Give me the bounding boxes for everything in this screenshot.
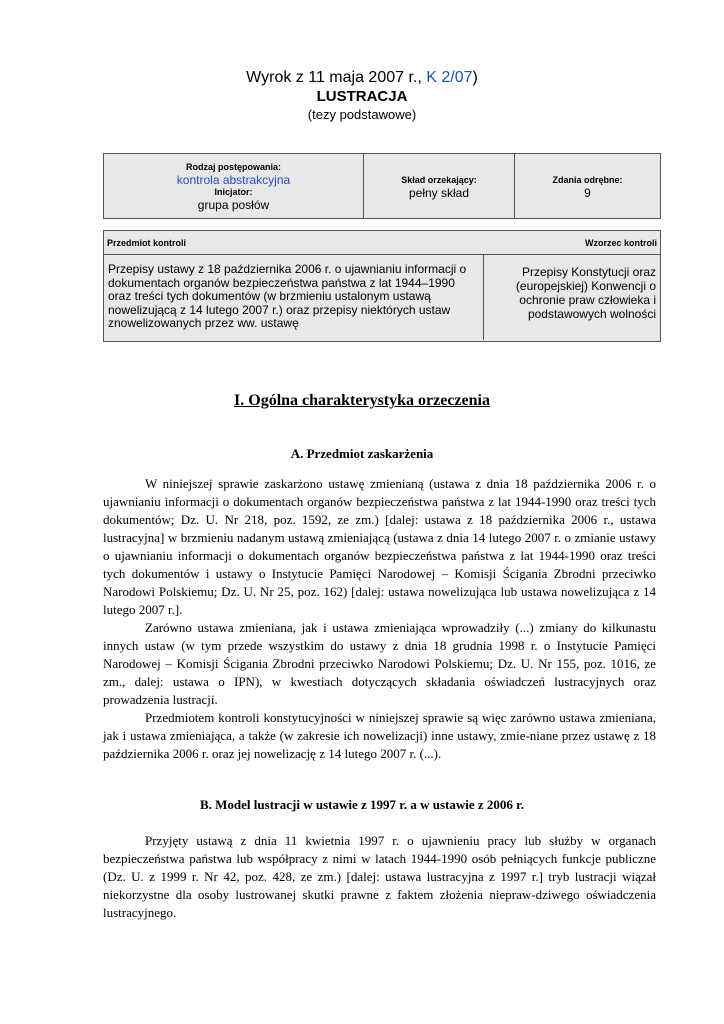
paragraph-a3: Przedmiotem kontroli konstytucyjności w niniejszej sprawie są więc zarówno ustawa zmieniana, jak i ustawa zmieniająca, a także (w zakresie ich nowelizacji) inne ustawy, zmie-niane przez ustawę z 18 października 2006 r. oraz jej nowelizację z 14 lutego 2007 r. (...). <box>103 710 656 761</box>
panel-cell <box>364 154 515 218</box>
dissent-value: 9 <box>584 186 591 200</box>
panel-label: Skład orzekający: <box>401 175 477 185</box>
standard-label: Wzorzec kontroli <box>584 237 657 248</box>
initiator-label: Inicjator: <box>214 187 253 197</box>
proceeding-label: Rodzaj postępowania: <box>185 162 281 172</box>
paragraph-b1: Przyjęty ustawą z dnia 11 kwietnia 1997 r. o ujawnieniu pracy lub służby w organach bezpieczeństwa państwa lub współpracy z nimi w latach 1944-1990 osób pełniących funkcje publiczne (Dz. U. z 1999 r. Nr 42, poz. 428, ze zm.) [dalej: ustawa lustracyjna z 1997 r.] tryb lustracji wiązał niekorzystne dla osoby lustrowanej skutki prawne z faktem złożenia niepraw-dziwego oświadczenia lustracyjnego. <box>103 833 656 920</box>
control-box-body <box>104 255 660 340</box>
proceeding-value: kontrola abstrakcyjna <box>176 173 291 187</box>
paragraph-a2: Zarówno ustawa zmieniana, jak i ustawa zmieniająca wprowadziły (...) zmiany do kilkunastu innych ustaw (w tym przede wszystkim do ustawy z dnia 18 grudnia 1998 r. o Instytucie Pamięci Narodowej – Komisji Ścigania Zbrodni przeciwko Narodowi Polskiemu; Dz. U. Nr 155, poz. 1016, ze zm., dalej: ustawa o IPN), w kwestiach dotyczących składania oświadczeń lustracyjnych oraz prowadzenia lustracji. <box>103 620 656 707</box>
initiator-value: grupa posłów <box>197 198 270 212</box>
dissent-cell <box>515 154 660 218</box>
subject-label: Przedmiot kontroli <box>107 237 187 248</box>
case-reference-link[interactable]: K 2/07 <box>426 69 473 86</box>
judgment-title-suffix: ) <box>472 69 478 86</box>
subheading-b: B. Model lustracji w ustawie z 1997 r. a w ustawie z 2006 r. <box>199 797 524 812</box>
subtitle: (tezy podstawowe) <box>307 107 417 122</box>
standard-text: Przepisy Konstytucji oraz (europejskiej) Konwencji o ochronie praw człowieka i podstawowych wolności <box>515 265 656 321</box>
info-box <box>103 153 661 219</box>
section-a-body <box>103 475 656 763</box>
judgment-title-prefix: Wyrok z 11 maja 2007 r., <box>246 69 427 86</box>
section-b-body <box>103 832 656 922</box>
document-header <box>0 68 724 123</box>
control-box <box>103 230 661 342</box>
topic-heading: LUSTRACJA <box>316 88 408 105</box>
paragraph-a1: W niniejszej sprawie zaskarżono ustawę zmienianą (ustawa z dnia 18 października 2006 r. o ujawnianiu informacji o dokumentach organów bezpieczeństwa państwa z lat 1944-1990 oraz treści tych dokumentów; Dz. U. Nr 218, poz. 1592, ze zm.) [dalej: ustawa z 18 października 2006 r., ustawa lustracyjna] w brzmieniu nadanym ustawą zmieniającą (ustawa z dnia 14 lutego 2007 r. o zmianie ustawy o ujawnianiu informacji o dokumentach organów bezpieczeństwa państwa z lat 1944-1990 oraz treści tych dokumentów i ustawy o Instytucie Pamięci Narodowej – Komisji Ścigania Zbrodni przeciwko Narodowi Polskiemu; Dz. U. Nr 25, poz. 162) [dalej: ustawa nowelizująca lub ustawa nowelizująca z 14 lutego 2007 r.]. <box>103 476 656 617</box>
proceeding-cell <box>104 154 364 218</box>
control-box-header <box>104 231 660 255</box>
subheading-a: A. Przedmiot zaskarżenia <box>290 446 434 461</box>
subject-text: Przepisy ustawy z 18 października 2006 r. o ujawnianiu informacji o dokumentach organów bezpieczeństwa państwa z lat 1944–1990 oraz treści tych dokumentów (w brzmieniu ustalonym ustawą nowelizującą z 14 lutego 2007 r.) oraz przepisy niektórych ustaw znowelizowanych przez ww. ustawę <box>104 255 484 340</box>
judgment-title <box>0 68 724 88</box>
dissent-label: Zdania odrębne: <box>552 175 623 185</box>
section-title: I. Ogólna charakterystyka orzeczenia <box>234 392 490 409</box>
panel-value: pełny skład <box>408 186 470 200</box>
